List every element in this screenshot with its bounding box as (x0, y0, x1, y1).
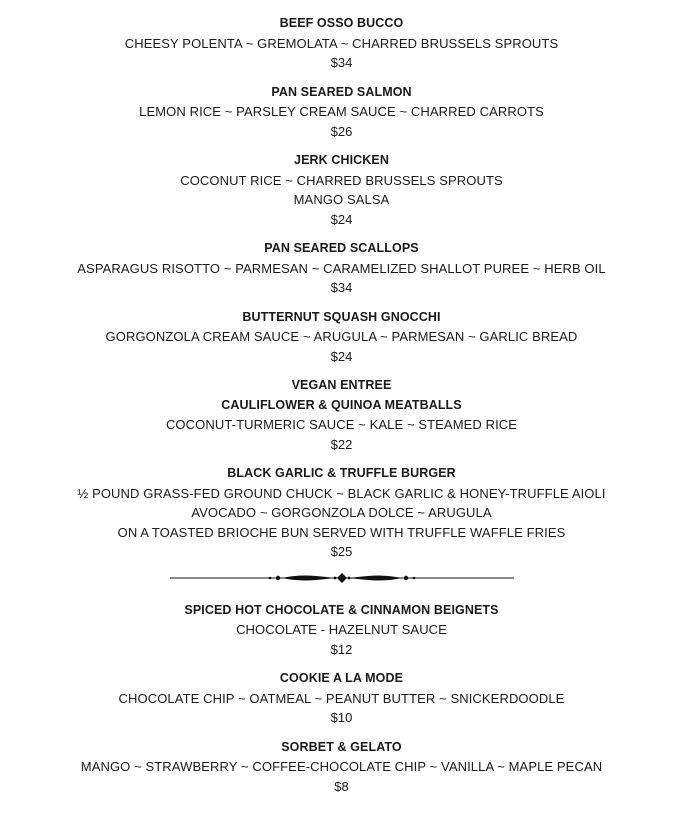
item-description: ASPARAGUS RISOTTO ~ PARMESAN ~ CARAMELIZED SHALLOT PUREE ~ HERB OIL (77, 260, 606, 276)
item-description: CHEESY POLENTA ~ GREMOLATA ~ CHARRED BRUSSELS SPROUTS (124, 35, 559, 51)
menu-item (0, 738, 683, 797)
item-name: BEEF OSSO BUCCO (279, 16, 404, 30)
menu-item (0, 464, 683, 562)
ornamental-divider-icon (170, 572, 514, 584)
item-description: CHOCOLATE CHIP ~ OATMEAL ~ PEANUT BUTTER ~ SNICKERDOODLE (118, 690, 565, 706)
menu-item (0, 151, 683, 229)
item-name: BLACK GARLIC & TRUFFLE BURGER (227, 466, 456, 480)
item-description: MANGO ~ STRAWBERRY ~ COFFEE-CHOCOLATE CHIP ~ VANILLA ~ MAPLE PECAN (80, 759, 603, 774)
menu-item (0, 669, 683, 728)
item-name: PAN SEARED SCALLOPS (264, 241, 419, 255)
item-description: CHOCOLATE - HAZELNUT SAUCE (236, 622, 447, 637)
item-price: $24 (330, 348, 353, 364)
item-name: SORBET & GELATO (281, 739, 402, 754)
item-name: CAULIFLOWER & QUINOA MEATBALLS (221, 397, 462, 412)
item-price: $24 (330, 211, 353, 227)
item-price: $34 (330, 280, 353, 295)
item-description: GORGONZOLA CREAM SAUCE ~ ARUGULA ~ PARMESAN ~ GARLIC BREAD (105, 329, 578, 344)
item-price: $26 (330, 123, 353, 139)
item-price: $8 (334, 778, 349, 794)
item-description: ½ POUND GRASS-FED GROUND CHUCK ~ BLACK GARLIC & HONEY-TRUFFLE AIOLI (77, 485, 606, 501)
item-name: COOKIE A LA MODE (279, 671, 404, 685)
item-description: COCONUT-TURMERIC SAUCE ~ KALE ~ STEAMED RICE (165, 417, 518, 432)
menu-item (0, 14, 683, 73)
item-price: $10 (330, 710, 353, 725)
item-price: $34 (330, 55, 353, 70)
item-price: $12 (330, 641, 353, 657)
item-name: SPICED HOT CHOCOLATE & CINNAMON BEIGNETS (184, 602, 499, 617)
item-name: PAN SEARED SALMON (271, 84, 412, 99)
item-price: $22 (330, 436, 353, 452)
item-description: MANGO SALSA (293, 192, 390, 207)
item-name: VEGAN ENTREE (291, 378, 392, 392)
entrees-section (0, 14, 683, 562)
desserts-section (0, 601, 683, 797)
menu-item (0, 376, 683, 454)
menu-item (0, 239, 683, 298)
menu-item (0, 83, 683, 142)
item-description: LEMON RICE ~ PARSLEY CREAM SAUCE ~ CHARRED CARROTS (139, 104, 544, 119)
item-price: $25 (330, 544, 353, 559)
menu-item (0, 601, 683, 660)
item-description: COCONUT RICE ~ CHARRED BRUSSELS SPROUTS (180, 172, 503, 188)
item-description: AVOCADO ~ GORGONZOLA DOLCE ~ ARUGULA (191, 505, 492, 520)
menu-item (0, 308, 683, 367)
item-description: ON A TOASTED BRIOCHE BUN SERVED WITH TRUFFLE WAFFLE FRIES (117, 524, 566, 540)
item-name: BUTTERNUT SQUASH GNOCCHI (242, 309, 441, 324)
item-name: JERK CHICKEN (294, 153, 389, 167)
